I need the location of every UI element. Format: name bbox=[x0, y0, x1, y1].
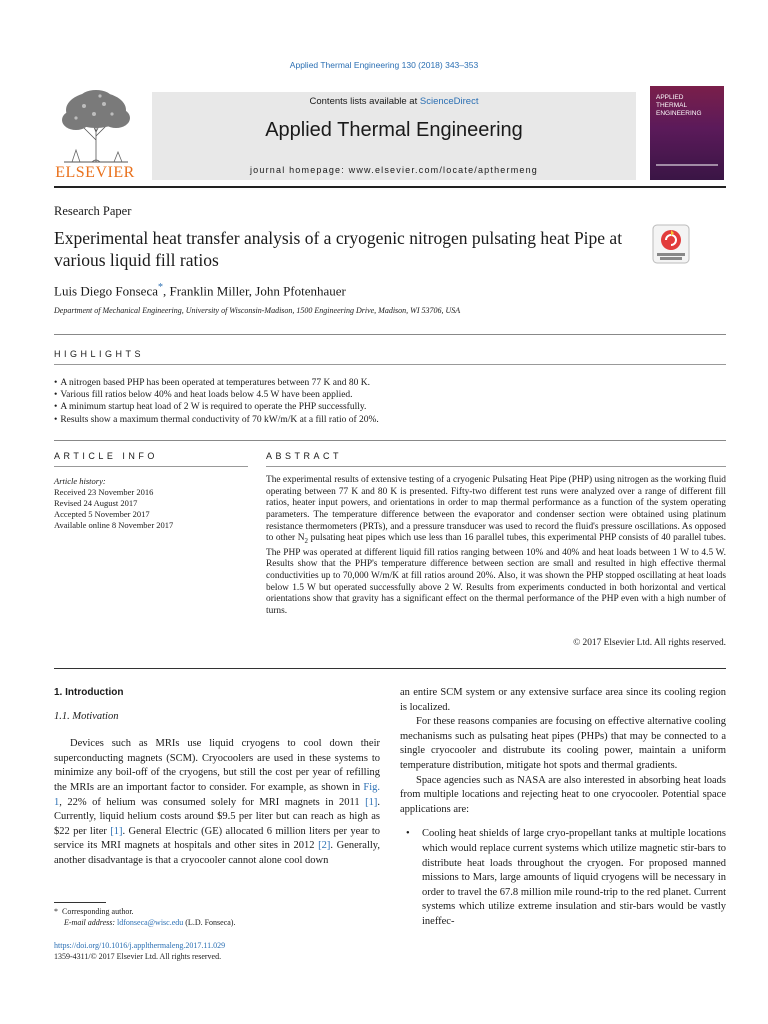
body-left-column bbox=[54, 686, 380, 869]
corresponding-author-mark[interactable]: * bbox=[157, 282, 163, 293]
reference-link[interactable]: [1] bbox=[365, 796, 378, 808]
author-name[interactable]: Luis Diego Fonseca bbox=[54, 283, 158, 299]
reference-link[interactable]: [1] bbox=[110, 825, 123, 837]
check-for-updates-icon bbox=[652, 224, 690, 264]
body-divider bbox=[54, 668, 726, 669]
article-identifiers bbox=[54, 940, 380, 963]
email-label: E-mail address: bbox=[64, 918, 118, 928]
abstract-heading: ABSTRACT bbox=[266, 451, 343, 461]
highlights-bottom-divider bbox=[54, 440, 726, 441]
abstract-part-1: The experimental results of extensive testing of a cryogenic Pulsating Heat Pipe (PHP) using nitrogen as the working fluid operating between 77 K and 80 K is presented. Fifty-two different test runs were analyzed over a range of different fill ratios, heater input powers, and orientations in order to map thermal performance as a function of the system operating parameters. The temperature difference between the evaporator and condenser section were obtained using platinum resistance thermometers (PRTs), and a pressure transducer was used to record the fluid's pressure oscillations. As opposed to other N bbox=[266, 475, 726, 544]
subsection-heading: 1.1. Motivation bbox=[54, 710, 119, 722]
text-run: , 22% of helium was consumed solely for MRI magnets in 2011 bbox=[59, 796, 366, 808]
text-run: . Generally, another disadvantage is that a cryocooler cannot alone cool down bbox=[54, 840, 380, 866]
cover-title bbox=[656, 94, 702, 118]
journal-masthead bbox=[54, 84, 726, 182]
abstract-divider bbox=[266, 466, 726, 467]
online-date: Available online 8 November 2017 bbox=[54, 520, 174, 530]
reference-link[interactable]: [2] bbox=[318, 840, 331, 852]
author-email-link[interactable]: ldfonseca@wisc.edu bbox=[117, 918, 184, 928]
list-item: • Cooling heat shields of large cryo-propellant tanks at multiple locations which would replace current systems which utilize magnetic stir-bars to distribute heat loads throughout the cryogen. For proposed manned missions to Mars, large amounts of liquid cryogens will be necessary in order to travel the 67.8 million mile round-trip to the red planet. Current systems which utilize extreme insulation and stir-bars would be vastly ineffec- bbox=[400, 827, 726, 929]
paper-title: Experimental heat transfer analysis of a cryogenic nitrogen pulsating heat Pipe at various liquid fill ratios bbox=[54, 228, 623, 270]
corresponding-label: Corresponding author. bbox=[62, 907, 134, 916]
highlight-item: • A minimum startup heat load of 2 W is required to operate the PHP successfully. bbox=[54, 401, 726, 413]
journal-citation-link[interactable]: Applied Thermal Engineering 130 (2018) 343–353 bbox=[289, 60, 479, 70]
elsevier-wordmark: ELSEVIER bbox=[55, 164, 135, 181]
paragraph-continuation: an entire SCM system or any extensive surface area since its cooling region is localized. bbox=[400, 687, 726, 713]
issn-line: 1359-4311/© 2017 Elsevier Ltd. All rights reserved. bbox=[54, 952, 222, 962]
highlight-item: • Results show a maximum thermal conductivity of 70 kW/m/K at a fill ratio of 20%. bbox=[54, 414, 726, 426]
abstract-part-2: pulsating heat pipes which use less than 16 parallel tubes, this experimental PHP consists of 40 parallel tubes. The PHP was operated at different liquid fill ratios ranging between 10% and 40% and heat loads between 1 W to 4.5 W. Results show that the PHP's temperature difference between section are small and resulted in high effective thermal conductivities up to 70,000 W/m/K at fill ratios around 20%. Also, it was shown the PHP stopped oscillating at heat loads below 1.5 W but operated successfully above 2 W. Results from experiments conducted in both horizontal and vertical orientations show that gravity has a significant effect on the thermal performance of the PHP even with a high number of turns. bbox=[266, 533, 726, 617]
text-run: . Currently, liquid helium costs around $9.5 per liter but can reach as high as $22 per liter bbox=[54, 796, 380, 837]
check-for-updates-badge[interactable] bbox=[652, 224, 690, 264]
revised-date: Revised 24 August 2017 bbox=[54, 498, 138, 508]
highlights-divider bbox=[54, 364, 726, 365]
footnote-mark: * bbox=[54, 907, 58, 916]
paragraph: For these reasons companies are focusing on effective alternative cooling mechanisms such as pulsating heat pipes (PHPs) that may be connected to a single cryocooler and distrubute its cooling power, maintain a uniform temperature distribution, mitigate hot spots and thermal gradients. bbox=[400, 716, 726, 771]
contents-prefix: Contents lists available at bbox=[309, 96, 420, 107]
intro-paragraph bbox=[54, 737, 380, 868]
sciencedirect-link[interactable]: ScienceDirect bbox=[419, 96, 479, 107]
highlight-item: • Various fill ratios below 40% and heat loads below 4.5 W have been applied. bbox=[54, 389, 726, 401]
article-info-divider bbox=[54, 466, 248, 467]
body-right-column bbox=[400, 686, 726, 930]
highlight-item: • A nitrogen based PHP has been operated at temperatures between 77 K and 80 K. bbox=[54, 377, 726, 389]
abstract-copyright: © 2017 Elsevier Ltd. All rights reserved. bbox=[573, 638, 726, 648]
elsevier-tree-icon bbox=[54, 88, 138, 164]
text-run: Devices such as MRIs use liquid cryogens to cool down their superconducting magnets (SCM). Cryocoolers are used in these systems to minimize any boil-off of the cryogens, but still the cost per year of refilling the MRIs are an important factor to consider. For example, as shown in bbox=[54, 738, 380, 793]
cover-title-line-1: APPLIED bbox=[656, 94, 684, 101]
subscript: 2 bbox=[304, 537, 308, 546]
header-divider bbox=[54, 186, 726, 188]
email-suffix: (L.D. Fonseca). bbox=[183, 918, 236, 928]
cover-title-line-2: THERMAL bbox=[656, 102, 688, 109]
paragraph: Space agencies such as NASA are also interested in absorbing heat loads from multiple locations and rejecting heat to one cryocooler. Potential space applications are: bbox=[400, 774, 726, 815]
cover-strip bbox=[656, 164, 718, 166]
received-date: Received 23 November 2016 bbox=[54, 487, 154, 497]
highlights-list bbox=[54, 377, 726, 426]
journal-cover-thumbnail[interactable] bbox=[650, 86, 724, 180]
section-heading: 1. Introduction bbox=[54, 687, 124, 698]
article-type: Research Paper bbox=[54, 204, 132, 218]
contents-line bbox=[152, 96, 636, 107]
figure-link[interactable]: Fig. 1 bbox=[54, 781, 380, 808]
corresponding-author-footnote bbox=[54, 906, 380, 929]
article-history bbox=[54, 476, 248, 531]
author-affiliation: Department of Mechanical Engineering, University of Wisconsin-Madison, 1500 Engineering Drive, Madison, WI 53706, USA bbox=[54, 306, 461, 315]
cover-title-line-3: ENGINEERING bbox=[656, 110, 702, 117]
author-list bbox=[54, 282, 346, 299]
abstract-text bbox=[266, 475, 726, 618]
journal-header-box bbox=[152, 92, 636, 180]
accepted-date: Accepted 5 November 2017 bbox=[54, 509, 150, 519]
highlights-heading: HIGHLIGHTS bbox=[54, 349, 145, 359]
doi-link[interactable]: https://doi.org/10.1016/j.applthermaleng.2017.11.029 bbox=[54, 941, 226, 950]
author-names-rest: , Franklin Miller, John Pfotenhauer bbox=[162, 283, 346, 299]
elsevier-logo[interactable] bbox=[54, 88, 150, 182]
history-label: Article history: bbox=[54, 476, 106, 486]
text-run: . General Electric (GE) allocated 6 million liters per year to service its MRI magnets at hospitals and other sites in 2012 bbox=[54, 825, 380, 852]
journal-title[interactable]: Applied Thermal Engineering bbox=[265, 119, 523, 141]
journal-homepage[interactable]: journal homepage: www.elsevier.com/locate/apthermeng bbox=[249, 165, 539, 175]
article-info-heading: ARTICLE INFO bbox=[54, 451, 158, 461]
title-divider bbox=[54, 334, 726, 335]
footnote-divider bbox=[54, 902, 106, 903]
